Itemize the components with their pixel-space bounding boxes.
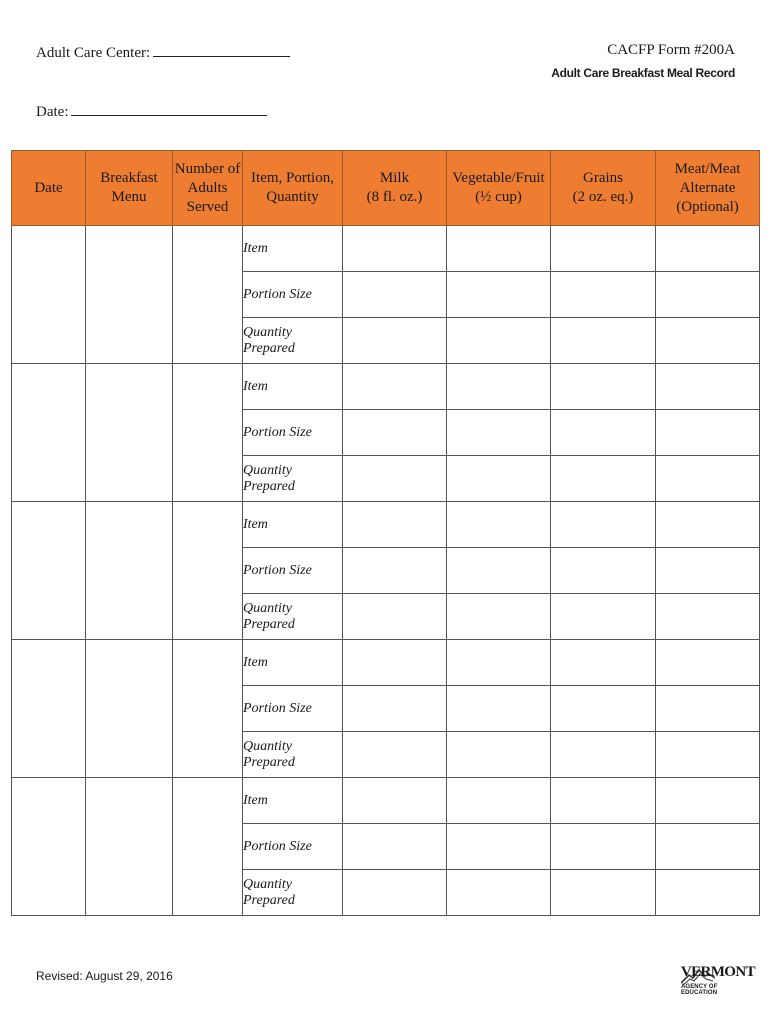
meat-alternate-cell[interactable] — [656, 318, 760, 364]
table-body — [12, 226, 760, 916]
column-header-line: (Optional) — [676, 198, 739, 215]
vegetable-fruit-cell[interactable] — [447, 594, 551, 640]
adults-served-cell[interactable] — [173, 364, 243, 502]
sub-row-label: Portion Size — [243, 824, 343, 870]
milk-cell[interactable] — [343, 870, 447, 916]
adults-served-cell[interactable] — [173, 640, 243, 778]
grains-cell[interactable] — [551, 364, 656, 410]
vegetable-fruit-cell[interactable] — [447, 824, 551, 870]
column-header-line: (8 fl. oz.) — [366, 189, 423, 205]
date-label: Date: — [36, 104, 69, 120]
adult-care-center-field — [36, 42, 290, 62]
vegetable-fruit-cell[interactable] — [447, 502, 551, 548]
table-row — [12, 502, 760, 548]
column-header-line: Grains — [583, 170, 623, 186]
sub-row-label: Item — [243, 226, 343, 272]
column-header-line: (½ cup) — [475, 189, 522, 205]
adults-served-cell[interactable] — [173, 226, 243, 364]
column-header-line: Vegetable/Fruit — [452, 170, 545, 186]
sub-row-label: Item — [243, 364, 343, 410]
vegetable-fruit-cell[interactable] — [447, 318, 551, 364]
vegetable-fruit-cell[interactable] — [447, 640, 551, 686]
milk-cell[interactable] — [343, 732, 447, 778]
grains-cell[interactable] — [551, 686, 656, 732]
sub-row-label: Item — [243, 640, 343, 686]
vermont-agency-logo — [681, 964, 755, 998]
column-header-line: Milk — [379, 170, 410, 186]
meat-alternate-cell[interactable] — [656, 594, 760, 640]
column-header-line: Menu — [111, 189, 147, 205]
vegetable-fruit-cell[interactable] — [447, 732, 551, 778]
milk-cell[interactable] — [343, 778, 447, 824]
sub-row-label: Item — [243, 778, 343, 824]
sub-row-label: Quantity Prepared — [243, 732, 343, 778]
grains-cell[interactable] — [551, 594, 656, 640]
vegetable-fruit-cell[interactable] — [447, 548, 551, 594]
breakfast-menu-cell[interactable] — [86, 778, 173, 916]
adult-care-center-input-line[interactable] — [153, 42, 290, 57]
column-header — [656, 151, 760, 226]
meat-alternate-cell[interactable] — [656, 456, 760, 502]
grains-cell[interactable] — [551, 824, 656, 870]
meal-record-table — [11, 150, 760, 916]
breakfast-menu-cell[interactable] — [86, 502, 173, 640]
milk-cell[interactable] — [343, 410, 447, 456]
column-header-line: Date — [34, 179, 63, 196]
column-header — [343, 151, 447, 226]
adults-served-cell[interactable] — [173, 778, 243, 916]
vegetable-fruit-cell[interactable] — [447, 364, 551, 410]
column-header-line: Number of — [174, 160, 241, 177]
milk-cell[interactable] — [343, 456, 447, 502]
sub-row-label: Item — [243, 502, 343, 548]
date-cell[interactable] — [12, 502, 86, 640]
column-header-line: (2 oz. eq.) — [572, 189, 634, 205]
date-field — [36, 101, 267, 121]
column-header-line: Adults — [187, 179, 228, 196]
vegetable-fruit-cell[interactable] — [447, 226, 551, 272]
milk-cell[interactable] — [343, 364, 447, 410]
grains-cell[interactable] — [551, 456, 656, 502]
sub-row-label: Quantity Prepared — [243, 870, 343, 916]
column-header-line: Breakfast — [100, 170, 158, 186]
column-header-line: Served — [186, 198, 229, 215]
column-header — [12, 151, 86, 226]
sub-row-label: Quantity Prepared — [243, 318, 343, 364]
logo-subtitle: AGENCY OF EDUCATION — [681, 984, 718, 996]
milk-cell[interactable] — [343, 548, 447, 594]
table-row — [12, 640, 760, 686]
adults-served-cell[interactable] — [173, 502, 243, 640]
sub-row-label: Quantity Prepared — [243, 594, 343, 640]
sub-row-label: Portion Size — [243, 272, 343, 318]
vegetable-fruit-cell[interactable] — [447, 272, 551, 318]
form-number: CACFP Form #200A — [607, 42, 735, 58]
column-header — [551, 151, 656, 226]
grains-cell[interactable] — [551, 318, 656, 364]
revised-date: Revised: August 29, 2016 — [36, 969, 173, 983]
column-header — [447, 151, 551, 226]
grains-cell[interactable] — [551, 272, 656, 318]
column-header-line: Meat/Meat — [674, 160, 741, 177]
column-header-line: Alternate — [679, 179, 736, 196]
grains-cell[interactable] — [551, 870, 656, 916]
grains-cell[interactable] — [551, 502, 656, 548]
date-cell[interactable] — [12, 640, 86, 778]
column-header — [86, 151, 173, 226]
breakfast-menu-cell[interactable] — [86, 226, 173, 364]
column-header-line: Quantity — [266, 189, 319, 205]
vegetable-fruit-cell[interactable] — [447, 456, 551, 502]
meat-alternate-cell[interactable] — [656, 410, 760, 456]
meat-alternate-cell[interactable] — [656, 502, 760, 548]
date-cell[interactable] — [12, 778, 86, 916]
grains-cell[interactable] — [551, 640, 656, 686]
grains-cell[interactable] — [551, 226, 656, 272]
column-header — [173, 151, 243, 226]
meat-alternate-cell[interactable] — [656, 548, 760, 594]
breakfast-menu-cell[interactable] — [86, 640, 173, 778]
milk-cell[interactable] — [343, 594, 447, 640]
date-input-line[interactable] — [71, 101, 267, 116]
meat-alternate-cell[interactable] — [656, 226, 760, 272]
meat-alternate-cell[interactable] — [656, 364, 760, 410]
table-row — [12, 226, 760, 272]
table-header-row — [12, 151, 760, 226]
vegetable-fruit-cell[interactable] — [447, 686, 551, 732]
milk-cell[interactable] — [343, 640, 447, 686]
vegetable-fruit-cell[interactable] — [447, 870, 551, 916]
sub-row-label: Quantity Prepared — [243, 456, 343, 502]
sub-row-label: Portion Size — [243, 686, 343, 732]
date-cell[interactable] — [12, 364, 86, 502]
meat-alternate-cell[interactable] — [656, 686, 760, 732]
date-cell[interactable] — [12, 226, 86, 364]
column-header-line: Item, Portion, — [251, 170, 334, 186]
milk-cell[interactable] — [343, 318, 447, 364]
milk-cell[interactable] — [343, 502, 447, 548]
table-row — [12, 364, 760, 410]
grains-cell[interactable] — [551, 410, 656, 456]
sub-row-label: Portion Size — [243, 410, 343, 456]
form-title: Adult Care Breakfast Meal Record — [551, 66, 735, 80]
meat-alternate-cell[interactable] — [656, 870, 760, 916]
milk-cell[interactable] — [343, 272, 447, 318]
sub-row-label: Portion Size — [243, 548, 343, 594]
meat-alternate-cell[interactable] — [656, 272, 760, 318]
grains-cell[interactable] — [551, 548, 656, 594]
meat-alternate-cell[interactable] — [656, 778, 760, 824]
vegetable-fruit-cell[interactable] — [447, 778, 551, 824]
grains-cell[interactable] — [551, 732, 656, 778]
milk-cell[interactable] — [343, 226, 447, 272]
meat-alternate-cell[interactable] — [656, 824, 760, 870]
table-row — [12, 778, 760, 824]
meat-alternate-cell[interactable] — [656, 640, 760, 686]
meat-alternate-cell[interactable] — [656, 732, 760, 778]
vegetable-fruit-cell[interactable] — [447, 410, 551, 456]
milk-cell[interactable] — [343, 686, 447, 732]
column-header — [243, 151, 343, 226]
grains-cell[interactable] — [551, 778, 656, 824]
breakfast-menu-cell[interactable] — [86, 364, 173, 502]
logo-name: VERMONT — [680, 964, 755, 980]
adult-care-center-label: Adult Care Center: — [36, 45, 151, 61]
milk-cell[interactable] — [343, 824, 447, 870]
